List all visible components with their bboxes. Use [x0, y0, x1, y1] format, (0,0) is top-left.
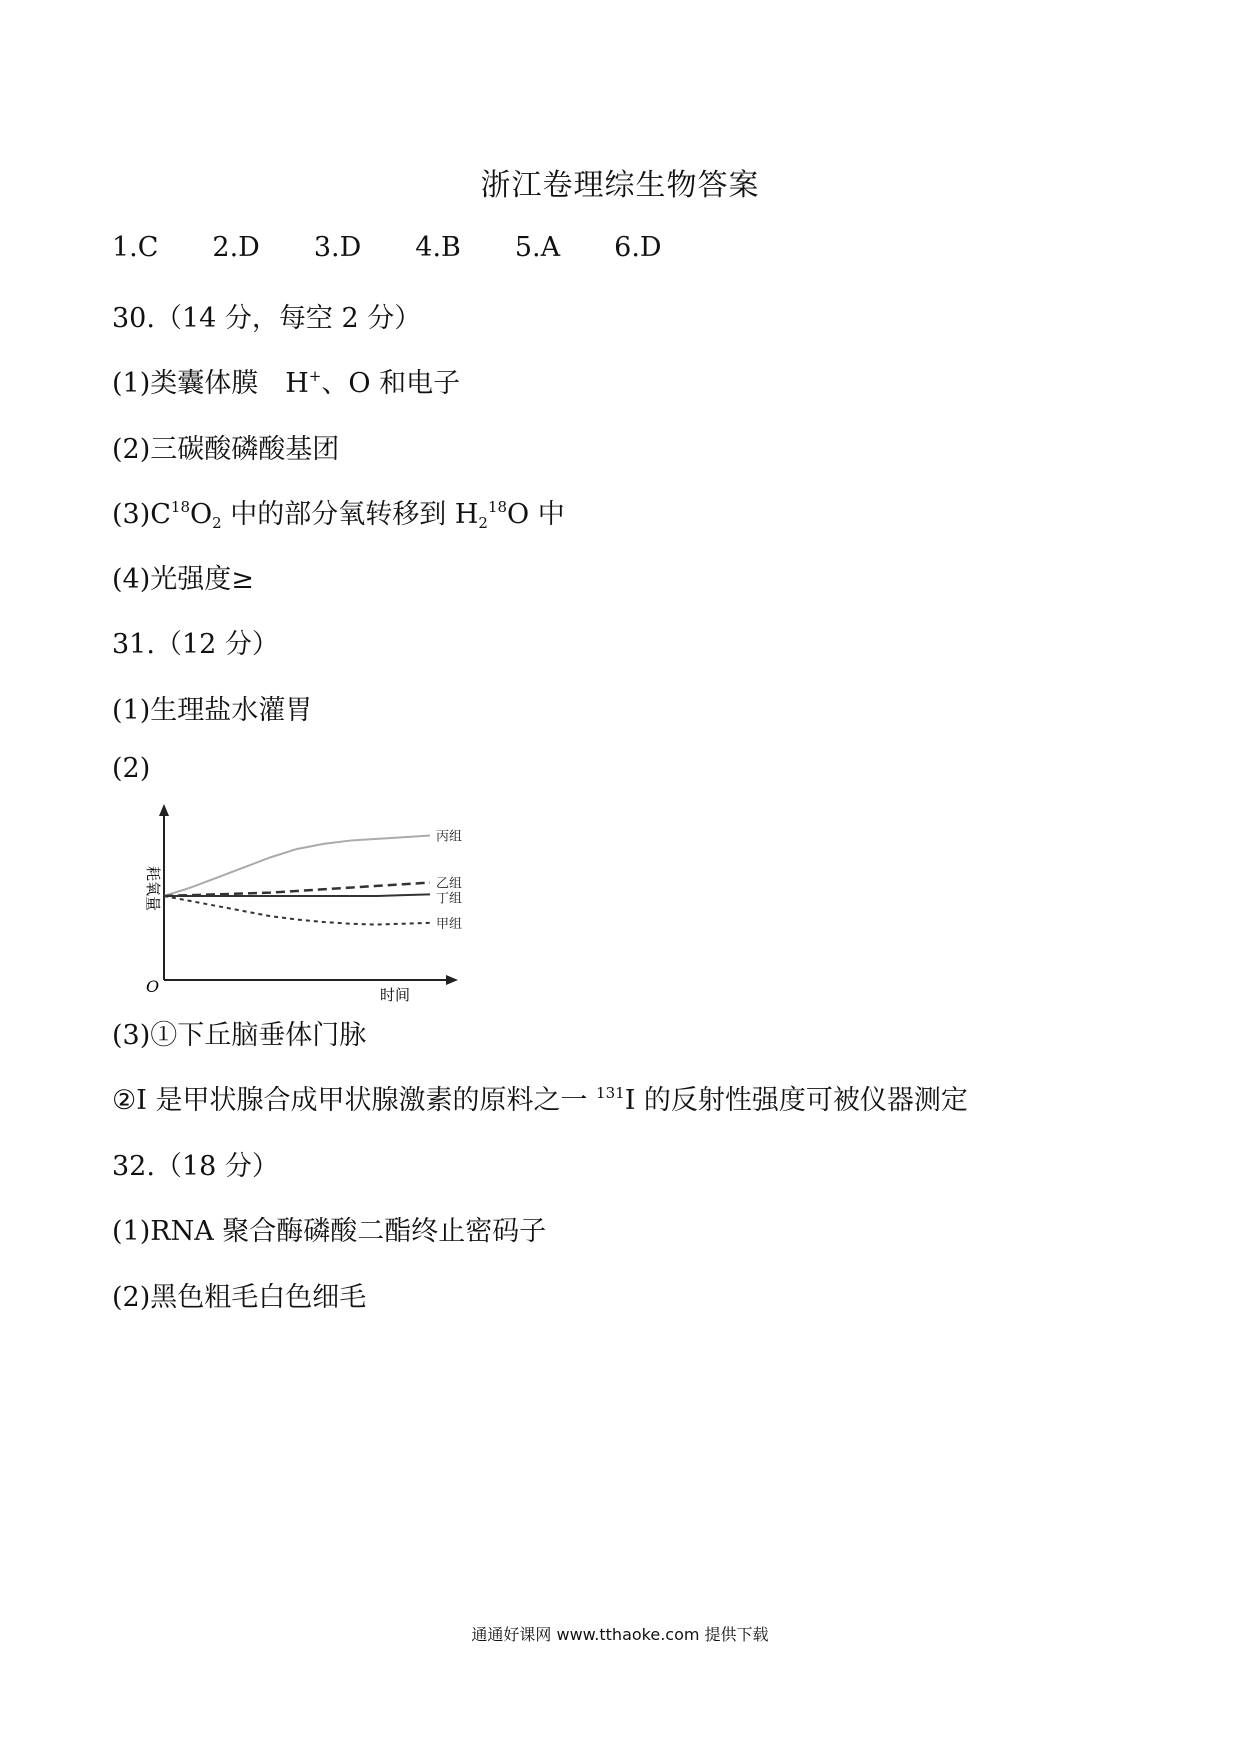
series-label-3: 甲组: [436, 916, 463, 932]
q32-answer-2: (2)黑色粗毛白色细毛: [112, 1282, 367, 1313]
multiple-choice-answers: [112, 232, 716, 263]
x-axis-label: 时间: [380, 986, 411, 1004]
series-line-1: [164, 883, 430, 896]
q32-answer-1: (1)RNA 聚合酶磷酸二酯终止密码子: [112, 1216, 547, 1247]
series-label-1: 乙组: [436, 876, 463, 892]
mc-answer: 1.C: [112, 232, 159, 263]
q31-answer-3-2: ②I 是甲状腺合成甲状腺激素的原料之一 $^{131}$I 的反射性强度可被仪器测定: [112, 1084, 968, 1116]
mc-answer: 3.D: [313, 232, 362, 263]
q31-answer-2: (2): [112, 753, 151, 784]
y-axis-arrow: [159, 804, 169, 816]
footer-text: 通通好课网 www.tthaoke.com 提供下载: [471, 1625, 769, 1644]
chart-axes: [144, 804, 458, 1004]
q30-answer-1: (1)类囊体膜 H+、O 和电子: [112, 367, 461, 399]
origin-label: O: [146, 977, 160, 996]
mc-answer: 6.D: [614, 232, 662, 263]
q31-header: 31.（12 分）: [112, 629, 279, 660]
q30-answer-2: (2)三碳酸磷酸基团: [112, 434, 340, 465]
series-label-2: 丁组: [436, 891, 463, 907]
q30-answer-4: (4)光强度≥: [112, 564, 254, 595]
series-line-3: [164, 896, 430, 925]
y-axis-label: 耗氧量: [144, 866, 162, 912]
mc-answer: 4.B: [415, 232, 461, 263]
oxygen-consumption-chart: [118, 800, 478, 1005]
series-line-0: [164, 836, 430, 896]
mc-answer: 2.D: [212, 232, 260, 263]
x-axis-arrow: [446, 975, 458, 985]
q30-answer-3: $(3)C^{18}O_2$ 中的部分氧转移到 $H_2^{18}O$ 中: [112, 498, 565, 532]
series-line-2: [164, 894, 430, 896]
q30-header: 30.（14 分，每空 2 分）: [112, 303, 422, 334]
q32-header: 32.（18 分）: [112, 1151, 279, 1182]
series-label-0: 丙组: [436, 829, 463, 845]
mc-answer: 5.A: [514, 232, 561, 263]
page-title: 浙江卷理综生物答案: [480, 168, 760, 203]
q31-answer-3-1: (3)①下丘脑垂体门脉: [112, 1020, 367, 1051]
q31-answer-1: (1)生理盐水灌胃: [112, 695, 313, 726]
